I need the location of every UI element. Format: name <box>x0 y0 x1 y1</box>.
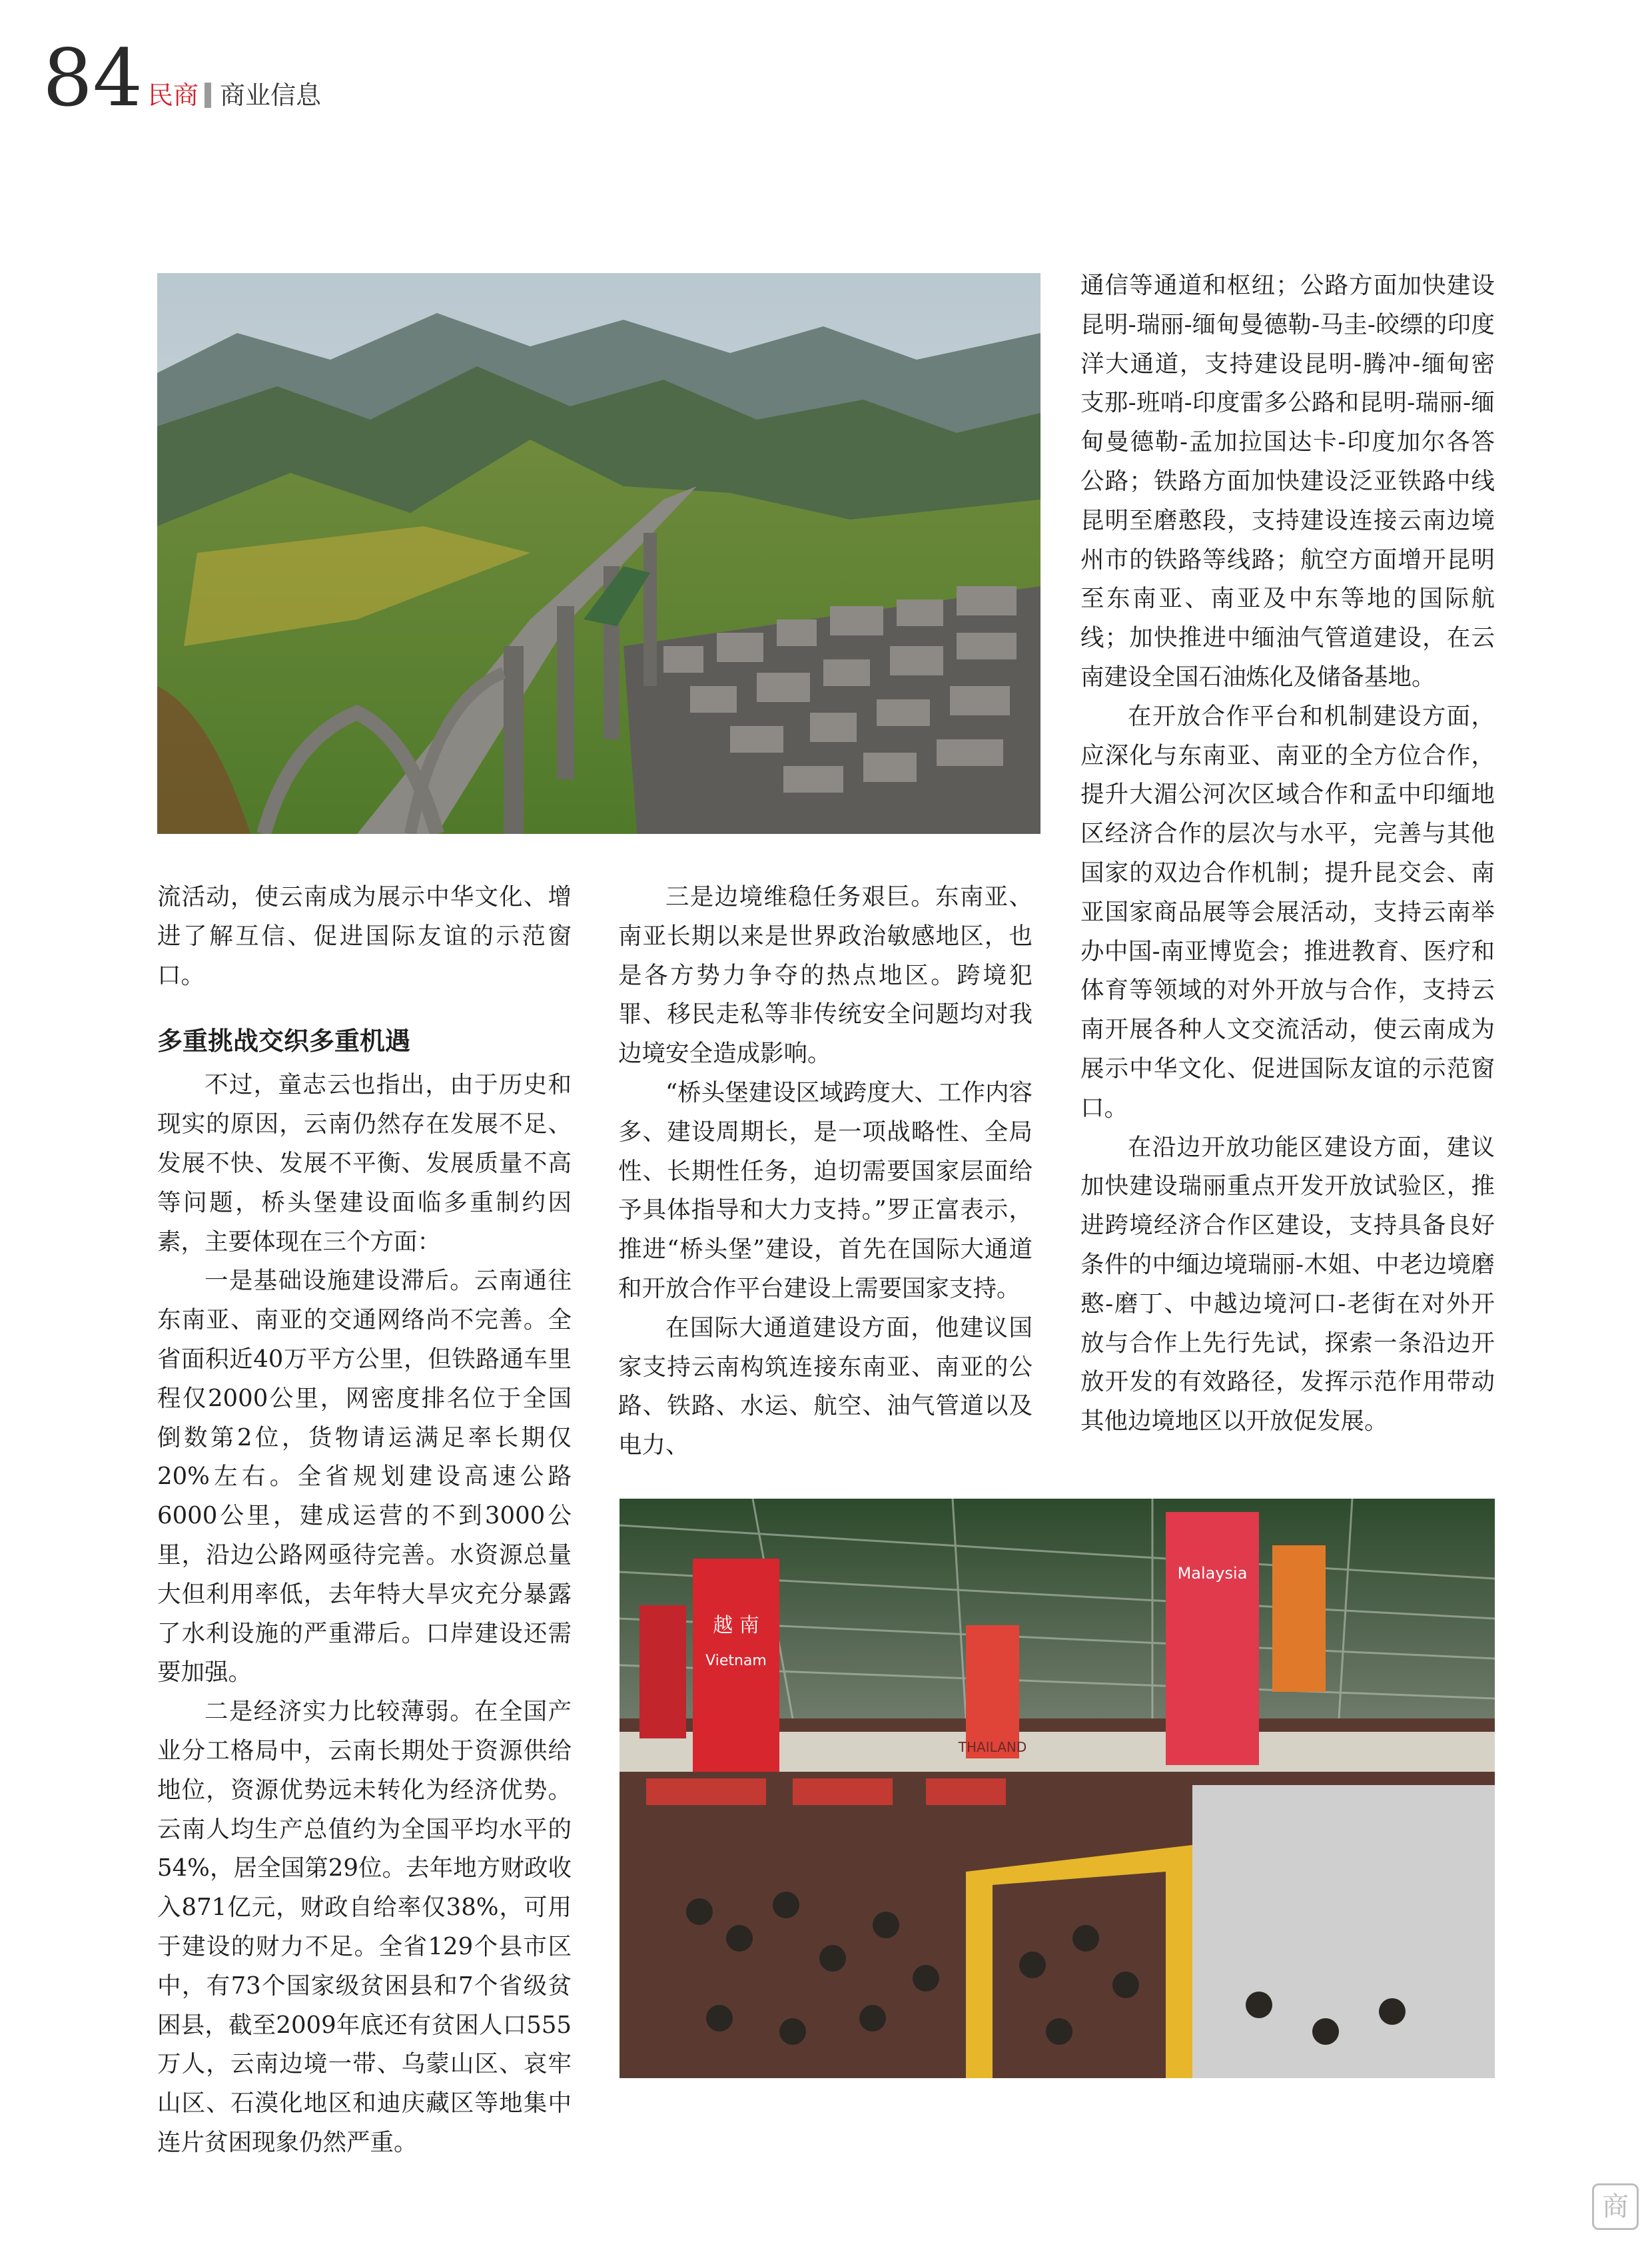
middle-paragraph-1: 三是边境维稳任务艰巨。东南亚、南亚长期以来是世界政治敏感地区，也是各方势力争夺的热点地区。跨境犯罪、移民走私等非传统安全问题均对我边境安全造成影响。 <box>618 883 1032 1068</box>
left-paragraph-2: 一是基础设施建设滞后。云南通往东南亚、南亚的交通网络尚不完善。全省面积近40万平方公里，但铁路通车里程仅2000公里，网密度排名位于全国倒数第2位，货物请运满足率长期仅20%左右。全省规划建设高速公路6000公里，建成运营的不到3000公里，沿边公路网亟待完善。水资源总量大但利用率低，去年特大旱灾充分暴露了水利设施的严重滞后。口岸建设还需要加强。 <box>157 1267 572 1686</box>
trade-expo-photo <box>620 1499 1495 2078</box>
banner-malaysia: Malaysia <box>1177 1564 1248 1583</box>
right-paragraph-2: 在沿边开放功能区建设方面，建议加快建设瑞丽重点开发开放试验区，推进跨境经济合作区建设，支持具备良好条件的中缅边境瑞丽-木姐、中老边境磨憨-磨丁、中越边境河口-老街在对外开放与合作上先行先试，探索一条沿边开放开发的有效路径，发挥示范作用带动其他边境地区以开放促发展。 <box>1080 1133 1495 1435</box>
railway-bridge-photo <box>157 273 1040 834</box>
right-paragraph-1: 在开放合作平台和机制建设方面，应深化与东南亚、南亚的全方位合作，提升大湄公河次区域合作和孟中印缅地区经济合作的层次与水平，完善与其他国家的双边合作机制；提升昆交会、南亚国家商品展等会展活动，支持云南举办中国-南亚博览会；推进教育、医疗和体育等领域的对外开放与合作，支持云南开展各种人文交流活动，使云南成为展示中华文化、促进国际友谊的示范窗口。 <box>1080 702 1495 1122</box>
section-name: 民商 <box>148 81 199 110</box>
middle-column <box>618 878 1032 1465</box>
section-heading: 多重挑战交织多重机遇 <box>157 1026 411 1056</box>
section-divider <box>205 83 211 108</box>
right-column <box>1080 266 1495 1441</box>
section-subtitle: 商业信息 <box>220 81 322 110</box>
intro-continuation: 流活动，使云南成为展示中华文化、增进了解互信、促进国际友谊的示范窗口。 <box>157 883 572 989</box>
banner-vietnam-en: Vietnam <box>705 1653 767 1669</box>
page-number: 84 <box>43 32 143 124</box>
middle-paragraph-2: “桥头堡建设区域跨度大、工作内容多、建设周期长，是一项战略性、全局性、长期性任务，迫切需要国家层面给予具体指导和大力支持。”罗正富表示，推进“桥头堡”建设，首先在国际大通道和开放合作平台建设上需要国家支持。 <box>618 1078 1032 1302</box>
left-column <box>157 878 572 2163</box>
right-continuation: 通信等通道和枢纽；公路方面加快建设昆明-瑞丽-缅甸曼德勒-马圭-皎缥的印度洋大通道，支持建设昆明-腾冲-缅甸密支那-班哨-印度雷多公路和昆明-瑞丽-缅甸曼德勒-孟加拉国达卡-印度加尔各答公路；铁路方面加快建设泛亚铁路中线昆明至磨憨段，支持建设连接云南边境州市的铁路等线路；航空方面增开昆明至东南亚、南亚及中东等地的国际航线；加快推进中缅油气管道建设，在云南建设全国石油炼化及储备基地。 <box>1080 272 1495 691</box>
middle-paragraph-3: 在国际大通道建设方面，他建议国家支持云南构筑连接东南亚、南亚的公路、铁路、水运、航空、油气管道以及电力、 <box>618 1313 1032 1459</box>
banner-vietnam-cn: 越 南 <box>713 1614 759 1637</box>
corner-logo: 商 <box>1592 2183 1639 2230</box>
left-paragraph-1: 不过，童志云也指出，由于历史和现实的原因，云南仍然存在发展不足、发展不快、发展不平衡、发展质量不高等问题，桥头堡建设面临多重制约因素，主要体现在三个方面： <box>157 1071 572 1256</box>
banner-thailand: THAILAND <box>958 1739 1027 1755</box>
left-paragraph-3: 二是经济实力比较薄弱。在全国产业分工格局中，云南长期处于资源供给地位，资源优势远未转化为经济优势。云南人均生产总值约为全国平均水平的54%，居全国第29位。去年地方财政收入871亿元，财政自给率仅38%，可用于建设的财力不足。全省129个县市区中，有73个国家级贫困县和7个省级贫困县，截至2009年底还有贫困人口555万人，云南边境一带、乌蒙山区、哀牢山区、石漠化地区和迪庆藏区等地集中连片贫困现象仍然严重。 <box>157 1698 572 2156</box>
